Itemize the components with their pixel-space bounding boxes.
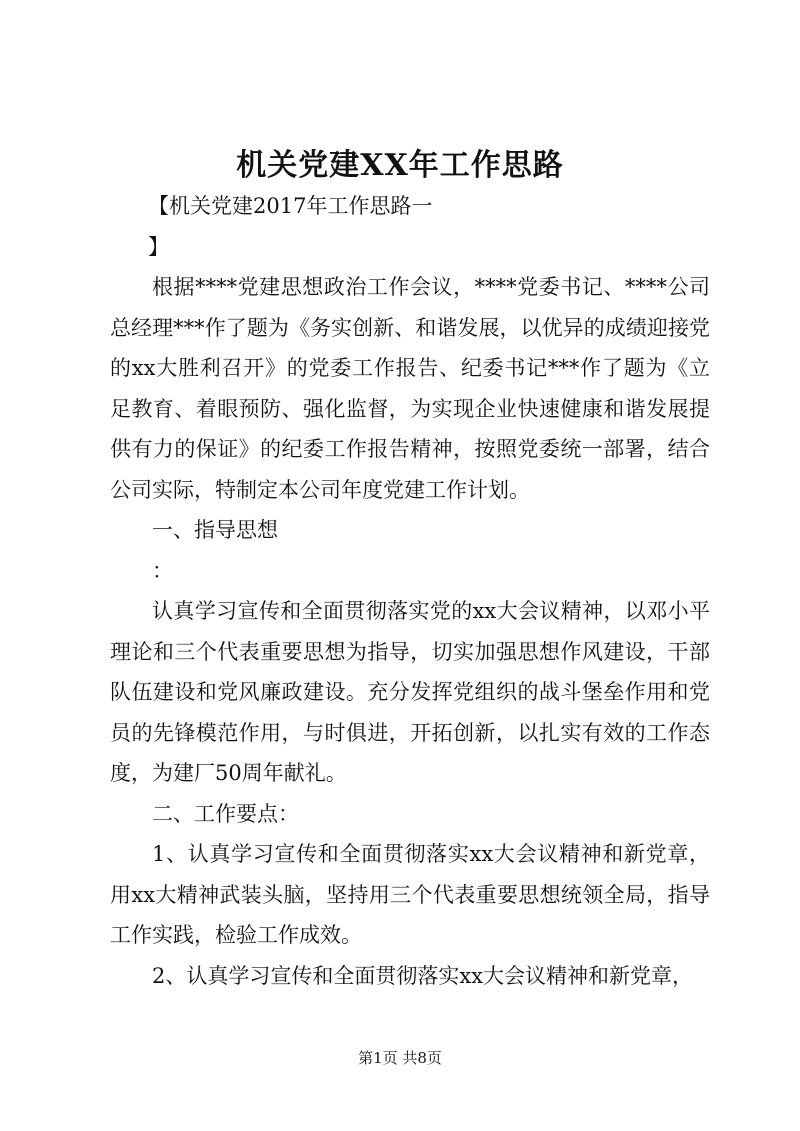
paragraph-point-2: 2、认真学习宣传和全面贯彻落实xx大会议精神和新党章， — [152, 963, 694, 988]
paragraph-point-1: 1、认真学习宣传和全面贯彻落实xx大会议精神和新党章，用xx大精神武装头脑，坚持用三个代表重要思想统领全局，指导工作实践，检验工作成效。 — [110, 842, 710, 947]
paragraph-guiding-ideology: 认真学习宣传和全面贯彻落实党的xx大会议精神，以邓小平理论和三个代表重要思想为指导，切实加强思想作风建设，干部队伍建设和党风廉政建设。充分发挥党组织的战斗堡垒作用和党员的先锋模范作用，与时俱进，开拓创新，以扎实有效的工作态度，为建厂50周年献礼。 — [110, 599, 710, 785]
page-footer: 第1页 共8页 — [358, 1049, 442, 1067]
subtitle-line-1: 【机关党建2017年工作思路一 — [148, 194, 433, 218]
document-title: 机关党建XX年工作思路 — [236, 148, 564, 183]
colon-line: ： — [152, 558, 173, 583]
subtitle-line-2: 】 — [148, 234, 169, 259]
paragraph-intro: 根据****党建思想政治工作会议，****党委书记、****公司总经理***作了题为《务实创新、和谐发展，以优异的成绩迎接党的xx大胜利召开》的党委工作报告、纪委书记***作了题为《立足教育、着眼预防、强化监督，为实现企业快速健康和谐发展提供有力的保证》的纪委工作报告精神，按照党委统一部署，结合公司实际，特制定本公司年度党建工作计划。 — [110, 275, 710, 502]
heading-work-points: 二、工作要点： — [152, 801, 299, 826]
document-body — [110, 186, 710, 996]
heading-guiding-ideology: 一、指导思想 — [152, 518, 278, 542]
